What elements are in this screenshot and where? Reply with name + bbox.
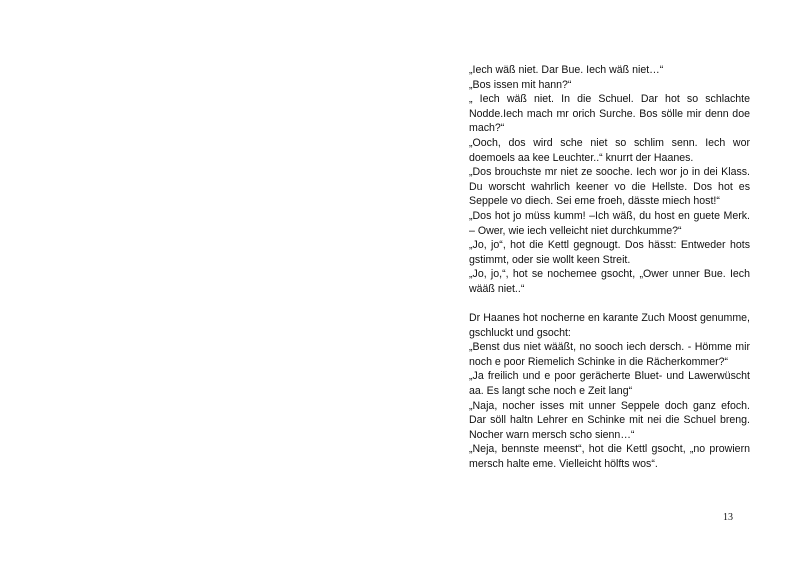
paragraph: „Jo, jo“, hot die Kettl gegnougt. Dos hässt: Entweder hots gstimmt, oder sie wollt keen Streit.: [469, 239, 750, 266]
paragraph: „Benst dus niet wääßt, no sooch iech dersch. - Hömme mir noch e poor Riemelich Schinke in die Rächerkommer?“: [469, 341, 750, 368]
paragraph: Dr Haanes hot nocherne en karante Zuch Moost genumme, gschluckt und gsocht:: [469, 312, 750, 339]
paragraph: „Ja freilich und e poor gerächerte Bluet- und Lawerwüscht aa. Es langt sche noch e Zeit lang“: [469, 370, 750, 398]
text-column: [469, 63, 750, 472]
paragraph: „ Iech wäß niet. In die Schuel. Dar hot so schlachte Nodde.Iech mach mr orich Surche. Bos sölle mir denn doe mach?“: [469, 93, 750, 135]
page-number: 13: [723, 512, 733, 523]
paragraph: „Naja, nocher isses mit unner Seppele doch ganz efoch. Dar söll haltn Lehrer en Schinke mit nei die Schuel breng. Nocher warn mersch scho sienn…“: [469, 399, 750, 441]
paragraph: „Jo, jo,“, hot se nochemee gsocht, „Ower unner Bue. Iech wääß niet..“: [469, 268, 750, 295]
paragraph: „Iech wäß niet. Dar Bue. Iech wäß niet…“: [469, 64, 664, 76]
paragraph: „Dos hot jo müss kumm! –Ich wäß, du host en guete Merk. – Ower, wie iech velleicht niet durchkumme?“: [469, 209, 750, 237]
paragraph: „Neja, bennste meenst“, hot die Kettl gsocht, „no prowiern mersch halte eme. Vielleicht hölfts wos“.: [469, 443, 750, 471]
paragraph: „Bos issen mit hann?“: [469, 78, 572, 91]
paragraph: „Ooch, dos wird sche niet so schlim senn. Iech wor doemoels aa kee Leuchter..“ knurrt der Haanes.: [469, 136, 750, 164]
paragraph-gap: [469, 297, 750, 312]
paragraph: „Dos brouchste mr niet ze sooche. Iech wor jo in dei Klass. Du worscht wahrlich keener vo die Hellste. Dos hot es Seppele vo diech. Sei eme froeh, dässte miech host!“: [469, 166, 750, 208]
